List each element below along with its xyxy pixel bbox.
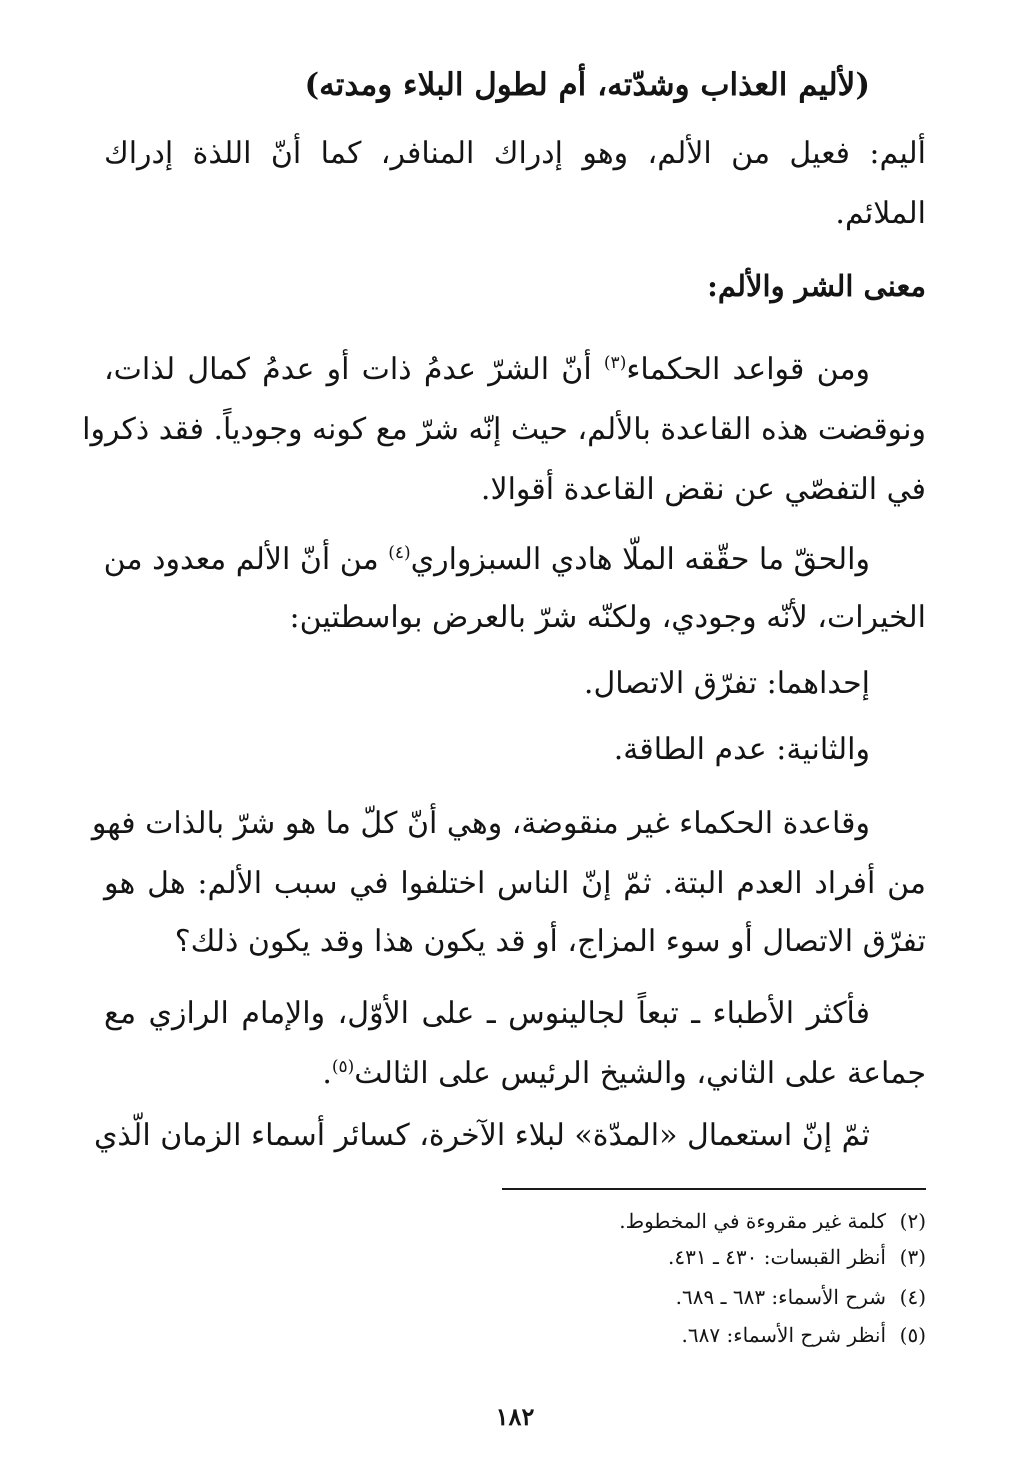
- footnote-ref: (٥): [331, 1057, 355, 1077]
- footnote-text: كلمة غير مقروءة في المخطوط.: [619, 1209, 886, 1233]
- paragraph-line: الخيرات، لأنّه وجودي، ولكنّه شرّ بالعرض بواسطتين:: [289, 600, 926, 635]
- footnote-ref: (٤): [388, 543, 411, 563]
- footnote: [104, 1320, 926, 1350]
- paragraph-line: ونوقضت هذه القاعدة بالألم، حيث إنّه شرّ مع كونه وجودياً. فقد ذكروا: [82, 412, 926, 447]
- text-run: من أنّ الألم معدود من: [103, 542, 389, 577]
- footnote: [104, 1206, 926, 1236]
- page-number: ١٨٢: [495, 1402, 535, 1431]
- footnote-number: (٣): [899, 1245, 926, 1269]
- paragraph-line: الملائم.: [835, 196, 926, 231]
- paragraph-line: أليم: فعيل من الألم، وهو إدراك المنافر، كما أنّ اللذة إدراك: [104, 136, 926, 171]
- paragraph-line: [104, 1052, 926, 1096]
- paragraph-line: فأكثر الأطباء ـ تبعاً لجالينوس ـ على الأوّل، والإمام الرازي مع: [104, 996, 870, 1031]
- section-title: (لأليم العذاب وشدّته، أم لطول البلاء ومدته): [304, 67, 870, 103]
- footnote-text: شرح الأسماء: ٦٨٣ ـ ٦٨٩.: [675, 1285, 886, 1309]
- paragraph-line: تفرّق الاتصال أو سوء المزاج، أو قد يكون هذا وقد يكون ذلك؟: [174, 924, 926, 959]
- section-heading: معنى الشر والألم:: [707, 269, 926, 303]
- paragraph-line: وقاعدة الحكماء غير منقوضة، وهي أنّ كلّ ما هو شرّ بالذات فهو: [91, 806, 870, 841]
- list-item: إحداهما: تفرّق الاتصال.: [583, 666, 870, 701]
- paragraph-line: [104, 348, 870, 392]
- paragraph-line: ثمّ إنّ استعمال «المدّة» لبلاء الآخرة، كسائر أسماء الزمان الّذي: [93, 1118, 870, 1153]
- paragraph-line: [104, 538, 870, 582]
- text-run: ومن قواعد الحكماء: [626, 352, 870, 387]
- footnote-text: أنظر شرح الأسماء: ٦٨٧.: [681, 1323, 886, 1347]
- paragraph-line: من أفراد العدم البتة. ثمّ إنّ الناس اختلفوا في سبب الألم: هل هو: [104, 866, 926, 901]
- text-run: والحقّ ما حقّقه الملّا هادي السبزواري: [410, 542, 870, 577]
- paragraph-line: في التفصّي عن نقض القاعدة أقوالا.: [480, 472, 926, 507]
- footnote-separator: [502, 1188, 926, 1190]
- text-run: أنّ الشرّ عدمُ ذات أو عدمُ كمال لذات،: [104, 352, 604, 387]
- footnote: [104, 1282, 926, 1312]
- footnote-number: (٤): [899, 1285, 926, 1309]
- footnote: [104, 1242, 926, 1272]
- footnote-text: أنظر القبسات: ٤٣٠ ـ ٤٣١.: [668, 1245, 886, 1269]
- text-run: جماعة على الثاني، والشيخ الرئيس على الثالث: [354, 1056, 926, 1091]
- footnote-ref: (٣): [603, 353, 627, 373]
- text-run: .: [322, 1056, 332, 1091]
- footnote-number: (٥): [899, 1323, 926, 1347]
- footnote-number: (٢): [899, 1209, 926, 1233]
- list-item: والثانية: عدم الطاقة.: [613, 732, 870, 767]
